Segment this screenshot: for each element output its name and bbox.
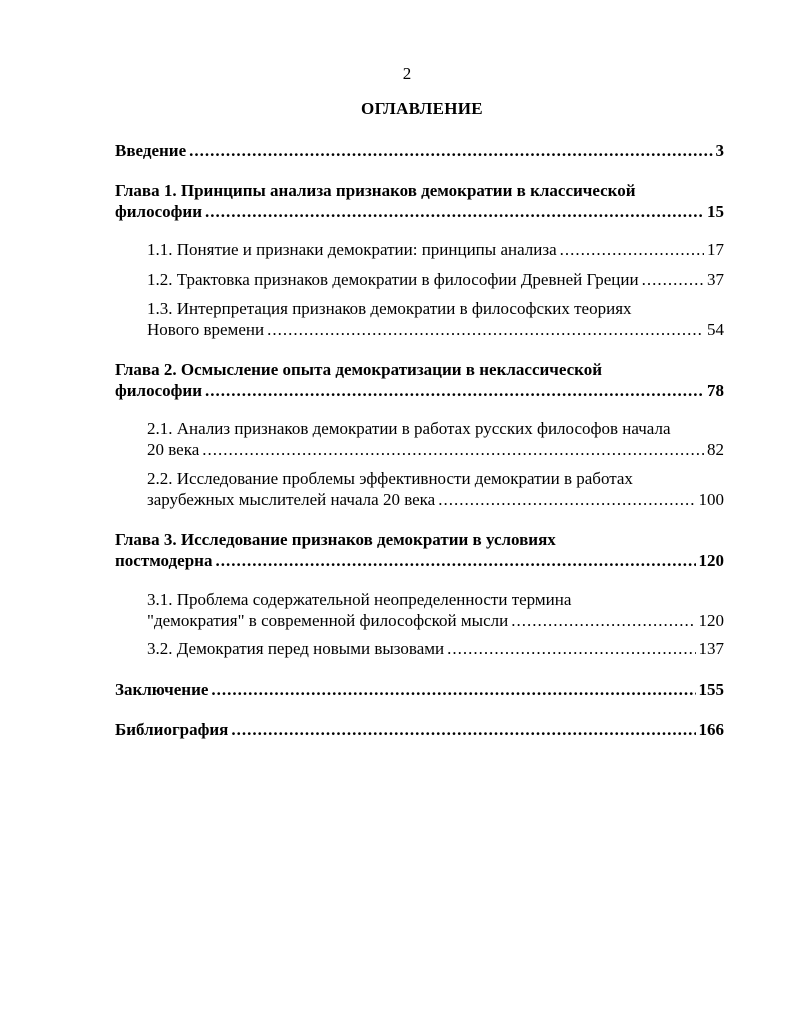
toc-entry-label-line2: зарубежных мыслителей начала 20 века (147, 490, 436, 509)
toc-entry-section-1-3[interactable] (147, 298, 724, 340)
leader-dots (511, 610, 695, 631)
leader-dots (211, 679, 695, 700)
toc-entry-page: 120 (698, 551, 724, 570)
toc-entry-section-1-1[interactable] (147, 239, 724, 260)
page-number: 2 (402, 64, 412, 83)
toc-entry-page: 100 (698, 490, 724, 509)
toc-entry-page: 37 (707, 270, 724, 289)
toc-entry-section-3-2[interactable] (147, 638, 724, 659)
toc-entry-page: 166 (698, 720, 724, 739)
toc-entry-label: 1.2. Трактовка признаков демократии в философии Древней Греции (147, 270, 639, 289)
toc-entry-label: Библиография (115, 720, 229, 739)
toc-entry-page: 54 (707, 320, 724, 339)
toc-entry-page: 78 (707, 381, 724, 400)
toc-entry-section-3-1[interactable] (147, 589, 724, 631)
toc-entry-label-line2: "демократия" в современной философской мысли (147, 611, 509, 630)
toc-entry-chapter-1[interactable] (115, 180, 724, 222)
leader-dots (205, 380, 704, 401)
toc-entry-section-1-2[interactable] (147, 269, 724, 290)
toc-entry-section-2-2[interactable] (147, 468, 724, 510)
toc-title: ОГЛАВЛЕНИЕ (361, 99, 483, 118)
leader-dots (231, 719, 695, 740)
toc-entry-label-line1: 2.1. Анализ признаков демократии в работах русских философов начала (147, 419, 671, 438)
leader-dots (438, 489, 695, 510)
toc-entry-page: 82 (707, 440, 724, 459)
toc-entry-label-line2: Нового времени (147, 320, 265, 339)
toc-entry-page: 3 (715, 141, 724, 160)
toc-entry-label-line1: 3.1. Проблема содержательной неопределенности термина (147, 590, 572, 609)
toc-entry-chapter-3[interactable] (115, 529, 724, 571)
toc-entry-conclusion[interactable] (115, 679, 724, 700)
toc-entry-label-line1: Глава 1. Принципы анализа признаков демократии в классической (115, 181, 636, 200)
leader-dots (205, 201, 704, 222)
leader-dots (447, 638, 695, 659)
toc-entry-chapter-2[interactable] (115, 359, 724, 401)
toc-entry-introduction[interactable] (115, 140, 724, 161)
toc-entry-label: 1.1. Понятие и признаки демократии: принципы анализа (147, 240, 557, 259)
toc-entry-label-line2: 20 века (147, 440, 200, 459)
toc-entry-page: 120 (698, 611, 724, 630)
toc-entry-bibliography[interactable] (115, 719, 724, 740)
toc-entry-label-line1: 2.2. Исследование проблемы эффективности демократии в работах (147, 469, 633, 488)
leader-dots (267, 319, 704, 340)
toc-entry-label-line2: постмодерна (115, 551, 213, 570)
toc-entry-page: 137 (698, 639, 724, 658)
toc-entry-label-line2: философии (115, 381, 202, 400)
leader-dots (560, 239, 704, 260)
toc-entry-label: Введение (115, 141, 187, 160)
toc-entry-label-line1: 1.3. Интерпретация признаков демократии в философских теориях (147, 299, 632, 318)
toc-entry-page: 17 (707, 240, 724, 259)
toc-entry-page: 155 (698, 680, 724, 699)
toc-entry-label-line1: Глава 2. Осмысление опыта демократизации в неклассической (115, 360, 603, 379)
toc-entry-label: Заключение (115, 680, 209, 699)
toc-entry-page: 15 (707, 202, 724, 221)
toc-entry-label-line1: Глава 3. Исследование признаков демократии в условиях (115, 530, 556, 549)
leader-dots (215, 550, 695, 571)
leader-dots (642, 269, 704, 290)
leader-dots (189, 140, 712, 161)
toc-entry-label: 3.2. Демократия перед новыми вызовами (147, 639, 445, 658)
leader-dots (202, 439, 704, 460)
toc-entry-section-2-1[interactable] (147, 418, 724, 460)
toc-entry-label-line2: философии (115, 202, 202, 221)
